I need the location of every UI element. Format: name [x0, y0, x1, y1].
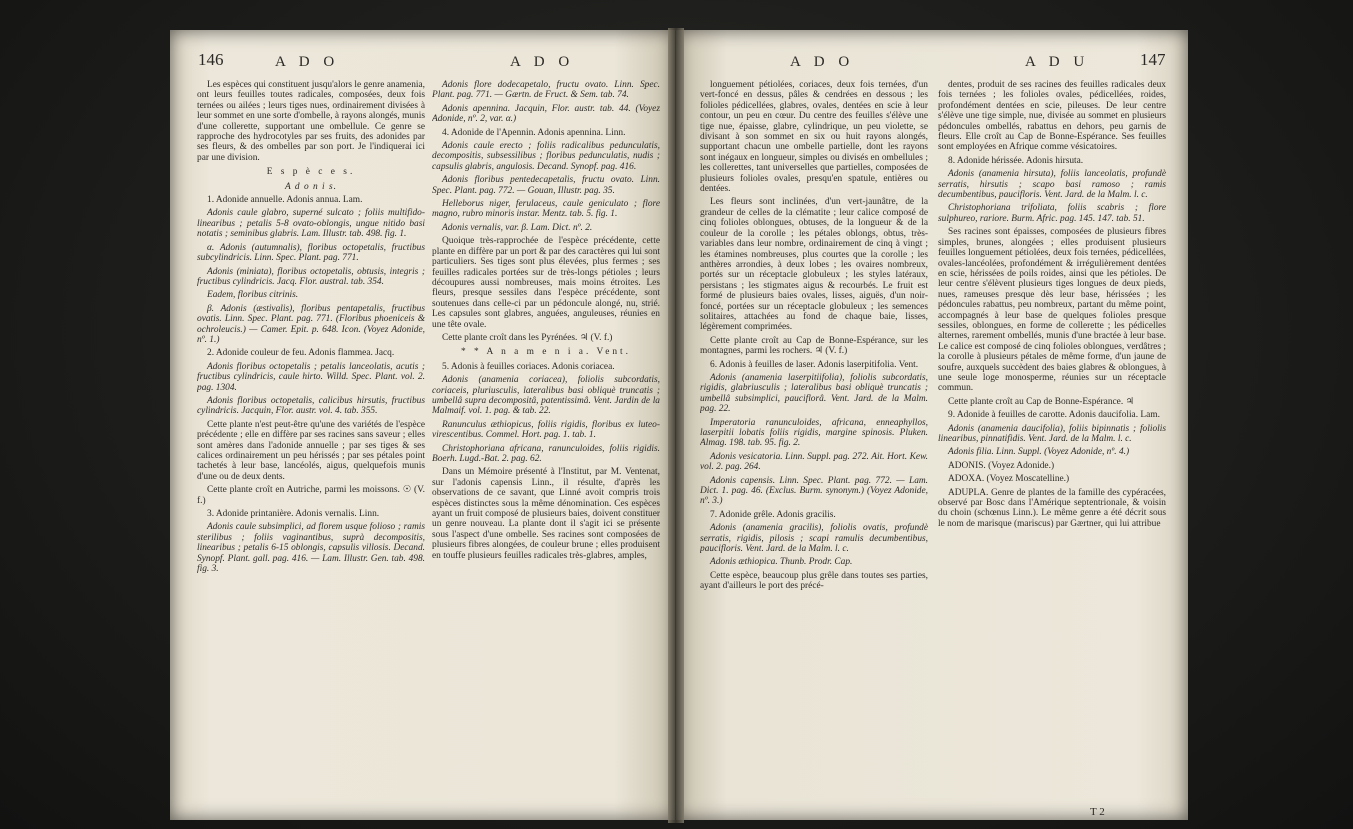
species-entry: 1. Adonide annuelle. Adonis annua. Lam. — [207, 195, 363, 206]
paragraph: dentes, produit de ses racines des feuilles radicales deux fois ternées ; les folioles ovales, pédicellées, roides, profondément dentées en scie, pileuses. De leur centre s'élève une tige simple, nue, divisée au sommet en plusieurs pédoncules ombellés, rabattus en dehors, peu garnis de fleurs. Elle croît au Cap de Bonne-Espérance. Ses feuilles sont employées en Afrique comme vésicatoires. — [938, 80, 1166, 153]
latin-description: Adonis apennina. Jacquin, Flor. austr. tab. 44. (Voyez Adonide, nº. 2, var. α.) — [432, 103, 660, 125]
right-page-column-2 — [938, 80, 1166, 815]
latin-description: β. Adonis (æstivalis), floribus pentapetalis, fructibus ovatis. Linn. Spec. Plant. pag. 771. (Floribus phoeniceis & ochroleucis.) — Camer. Epit. p. 648. Icon. (Voyez Adonide, nº. 1.) — [197, 303, 425, 345]
running-head-left-col1: A D O — [275, 54, 340, 70]
subsection-heading: A d o n i s. — [285, 181, 337, 192]
latin-description: Adonis (anamenia gracilis), foliolis ovatis, profundè serratis, rigidis, pilosis ; scapi ramulis decumbentibus, paucifloris. Vent. Jard. de la Malm. l. c. — [700, 523, 928, 555]
paragraph: Les espèces qui constituent jusqu'alors le genre anamenia, ont leurs feuilles toutes radicales, composées, deux fois ternées ou ailées ; leurs tiges nues, ordinairement divisées à leur sommet en une sorte d'ombelle, à rayons alongés, munis d'une collerette, supportant une ombellule. Ce genre se rapproche des hydrocotyles par ses fruits, des adonides par ses fleurs, & des ombelles par son port. Je l'indiquerai ici par une division. — [197, 80, 425, 163]
latin-description: Adonis (anamenia hirsuta), foliis lanceolatis, profundè serratis, hirsutis ; scapo basi ramoso ; ramis decumbentibus, paucifloris. Vent. Jard. de la Malm. l. c. — [938, 169, 1166, 201]
species-entry: 5. Adonis à feuilles coriaces. Adonis coriacea. — [442, 361, 615, 372]
paragraph: Cette plante n'est peut-être qu'une des variétés de l'espèce précédente ; elle en diffère par ses racines sans saveur ; elles sont amères dans l'adonide annuelle ; par ses tiges & ses calices ordinairement un peu hérissés ; par ses pétales point tachetés à leur base, lancéolés, aigus, quelquefois munis d'une ou de deux dents. — [197, 419, 425, 482]
paragraph: Cette plante croît en Autriche, parmi les moissons. ☉ (V. f.) — [197, 485, 425, 506]
paragraph: Quoique très-rapprochée de l'espèce précédente, cette plante en diffère par un port & par des caractères qui lui sont particuliers. Ses tiges sont plus élevées, plus fermes ; ses feuilles radicales portées sur de très-longs pétioles ; leurs découpures aussi nombreuses, mais moins étroites. Les fleurs, presque sessiles dans l'espèce précédente, sont soutenues dans celle-ci par un pédoncule alongé, nu, strié. Les capsules sont glabres, anguées, anguleuses, réunies en une tête ovale. — [432, 236, 660, 330]
running-head-right-col1: A D O — [790, 54, 855, 70]
latin-description: Adonis floribus octopetalis ; petalis lanceolatis, acutis ; fructibus cylindricis, caule hirto. Willd. Spec. Plant. vol. 2. pag. 1304. — [197, 361, 425, 393]
section-heading: * * A n a m e n i a. Vent. — [460, 347, 631, 358]
genus-entry: ADUPLA. Genre de plantes de la famille des cypéracées, observé par Bosc dans l'Amérique septentrionale, & voisin du choin (schœnus Linn.). Le même genre a été décrit sous le nom de marisque (mariscus) par Gærtner, qui lui attribue — [938, 487, 1166, 529]
latin-description: Christophoriana trifoliata, foliis scabris ; flore sulphureo, rariore. Burm. Afric. pag. 145. 147. tab. 51. — [938, 203, 1166, 224]
latin-description: Adonis (miniata), floribus octopetalis, obtusis, integris ; fructibus cylindricis. Jacq. Flor. austral. tab. 354. — [197, 266, 425, 287]
species-entry: 9. Adonide à feuilles de carotte. Adonis daucifolia. Lam. — [948, 410, 1160, 421]
paragraph: Dans un Mémoire présenté à l'Institut, par M. Ventenat, sur l'adonis capensis Linn., il résulte, d'après les observations de ce savant, que Linné avoit compris trois espèces distinctes sous la même dénomination. Ces espèces ayant un fruit composé de plusieurs baies, doivent constituer un genre nouveau. La plante dont il s'agit ici se présente sous l'aspect d'une ombelle. Ses racines sont composées de plusieurs fibres alongées, de couleur brune ; elles produisent en touffe plusieurs feuilles radicales très-glabres, amples, — [432, 467, 660, 561]
latin-description: Adonis æthiopica. Thunb. Prodr. Cap. — [710, 557, 853, 568]
latin-description: Imperatoria ranunculoides, africana, enneaphyllos, laserpitii lobatis foliis rigidis, margine spinosis. Pluken. Almag. 198. tab. 95. fig. 2. — [700, 417, 928, 449]
latin-description: Adonis (anamenia daucifolia), foliis bipinnatis ; foliolis linearibus, pinnatifidis. Vent. Jard. de la Malm. l. c. — [938, 423, 1166, 444]
species-entry: 8. Adonide hérissée. Adonis hirsuta. — [948, 155, 1084, 166]
latin-description: Eadem, floribus citrinis. — [207, 290, 299, 301]
latin-description: Adonis capensis. Linn. Spec. Plant. pag. 772. — Lam. Dict. 1. pag. 46. (Exclus. Burm. synonym.) (Voyez Adonide, nº. 3.) — [700, 475, 928, 507]
latin-description: Adonis (anamenia coriacea), foliolis subcordatis, coriaceis, pluriusculis, lateralibus basi obliquè truncatis ; umbellâ supra decompositâ, patentissimâ. Vent. Jardin de la Malmaif. vol. 1. pag. & tab. 22. — [432, 375, 660, 417]
right-page-column-1 — [700, 80, 928, 815]
latin-description: Adonis caule subsimplici, ad florem usque folioso ; ramis sterilibus ; foliis vaginantibus, suprà decompositis, linearibus ; petalis 6-15 oblongis, capsulis villosis. Decand. Synopf. Plant. gall. pag. 416. — Lam. Illustr. Gen. tab. 498. fig. 3. — [197, 522, 425, 575]
paragraph: Cette plante croît dans les Pyrénées. ♃ (V. f.) — [442, 332, 613, 343]
latin-description: Christophoriana africana, ranunculoides, foliis rigidis. Boerh. Lugd.-Bat. 2. pag. 62. — [432, 443, 660, 464]
latin-description: Adonis filia. Linn. Suppl. (Voyez Adonide, nº. 4.) — [948, 447, 1130, 458]
species-entry: 3. Adonide printanière. Adonis vernalis. Linn. — [207, 509, 380, 520]
left-page-column-1 — [197, 80, 425, 815]
latin-description: Adonis vernalis, var. β. Lam. Dict. nº. 2. — [442, 222, 593, 233]
left-page-column-2 — [432, 80, 660, 815]
section-heading: E s p è c e s. — [266, 167, 356, 178]
paragraph: Les fleurs sont inclinées, d'un vert-jaunâtre, de la grandeur de celles de la clématite ; leur calice composé de cinq folioles oblongues, obtuses, de la longueur & de la couleur de la corolle ; les pétales oblongs, obtus, très-variables dans leur nombre, ordinairement de cinq à vingt ; les étamines nombreuses, plus courtes que la corolle ; les anthères arrondies, à deux lobes ; les ovaires nombreux, portés sur un réceptacle globuleux ; les styles latéraux, persistans ; les stigmates aigus & recourbés. Le fruit est formé de plusieurs baies ovales, lisses, aiguës, d'un noir-foncé, portées sur un réceptacle globuleux ; les semences solitaires, attachées au fond de chaque baie, lisses, légèrement comprimées. — [700, 197, 928, 333]
paragraph: Cette plante croît au Cap de Bonne-Espérance. ♃ — [948, 396, 1134, 407]
latin-description: Adonis flore dodecapetalo, fructu ovato. Linn. Spec. Plant. pag. 771. — Gærtn. de Fruct. & Sem. tab. 74. — [432, 80, 660, 101]
cross-reference-entry: ADOXA. (Voyez Moscatelline.) — [948, 474, 1070, 485]
latin-description: Adonis floribus octopetalis, calicibus hirsutis, fructibus cylindricis. Jacquin, Flor. austr. vol. 4. tab. 355. — [197, 395, 425, 417]
species-entry: 7. Adonide grêle. Adonis gracilis. — [710, 509, 836, 520]
species-entry: 2. Adonide couleur de feu. Adonis flammea. Jacq. — [207, 348, 395, 359]
latin-description: Adonis caule erecto ; foliis radicalibus pedunculatis, decompositis, subsessilibus ; floribus pedunculatis, nudis ; capsulis glabris, angulosis. Decand. Synopf. pag. 416. — [432, 141, 660, 172]
latin-description: Adonis vesicatoria. Linn. Suppl. pag. 272. Ait. Hort. Kew. vol. 2. pag. 264. — [700, 451, 928, 473]
page-number-right: 147 — [1140, 50, 1166, 69]
paragraph: Cette plante croît au Cap de Bonne-Espérance, sur les montagnes, parmi les rochers. ♃ (V. f.) — [700, 335, 928, 357]
latin-description: Ranunculus æthiopicus, foliis rigidis, floribus ex luteo-virescentibus. Commel. Hort. pag. 1. tab. 1. — [432, 419, 660, 441]
signature-mark: T 2 — [1090, 806, 1105, 818]
latin-description: Helleborus niger, ferulaceus, caule geniculato ; flore magno, rubro minoris instar. Mentz. tab. 5. fig. 1. — [432, 199, 660, 220]
latin-description: Adonis caule glabro, superné sulcato ; foliis multifido-linearibus ; petalis 5-8 ovato-oblongis, ungue nitido basi notatis ; seminibus glabris. Lam. Illustr. tab. 498. fig. 1. — [197, 208, 425, 240]
paragraph: longuement pétiolées, coriaces, deux fois ternées, d'un vert-foncé en dessus, pâles & cendrées en dessous ; les folioles pédicellées, glabres, ovales, dentées en scie à leur contour, un peu en cœur. Du centre des feuilles s'élève une tige nue, épaisse, glabre, cylindrique, un peu violette, se divisant à son sommet en six ou huit rayons alongés, supportant chacun une ombelle partielle, dont les rayons sont inégaux en longueur, simples ou divisés en ombellules ; les collerettes, tant universelles que partielles, composées de plusieurs folioles ovales, presqu'en spatule, entières ou dentées. — [700, 80, 928, 195]
page-number-left: 146 — [198, 50, 224, 69]
paragraph: Cette espèce, beaucoup plus grêle dans toutes ses parties, ayant d'ailleurs le port des précé- — [700, 570, 928, 592]
cross-reference-entry: ADONIS. (Voyez Adonide.) — [948, 460, 1055, 471]
running-head-right-col2: A D U — [1025, 54, 1090, 70]
latin-description: Adonis floribus pentedecapetalis, fructu ovato. Linn. Spec. Plant. pag. 772. — Gouan, Illustr. pag. 35. — [432, 175, 660, 196]
species-entry: 6. Adonis à feuilles de laser. Adonis laserpitifolia. Vent. — [710, 359, 919, 370]
paragraph: Ses racines sont épaisses, composées de plusieurs fibres simples, brunes, alongées ; elles produisent plusieurs feuilles longuement pétiolées, deux fois ternées, pédicellées, ovales-lancéolées, profondément & irrégulièrement dentées en scie, hérissées de poils roides, ainsi que les pétioles. De leur centre s'élèvent plusieurs tiges longues de deux pieds, nues, rameuses presque dès leur base, hérissées ; les pédoncules rabattus, peu nombreux, partant du même point, accompagnés à leur base de quelques folioles presque sessiles, oblongues, en forme de collerette ; les pédicelles alternes, rarement ombellés, munis d'une bractée à leur base. Le calice est composé de cinq folioles oblongues, verdâtres ; la corolle à plusieurs pétales de même forme, d'un jaune de soufre, auxquels succèdent des baies glabres & oblongues, à une seule loge monosperme, réunies sur un réceptacle commun. — [938, 227, 1166, 394]
latin-description: Adonis (anamenia laserpitiifolia), foliolis subcordatis, rigidis, glabriusculis ; lateralibus basi obliquè truncatis ; umbellâ subsimplici, pauciflorâ. Vent. Jard. de la Malm. pag. 22. — [700, 372, 928, 415]
running-head-left-col2: A D O — [510, 54, 575, 70]
species-entry: 4. Adonide de l'Apennin. Adonis apennina. Linn. — [442, 127, 626, 138]
book-gutter — [668, 28, 684, 823]
latin-description: α. Adonis (autumnalis), floribus octopetalis, fructibus subcylindricis. Linn. Spec. Plant. pag. 771. — [197, 242, 425, 264]
